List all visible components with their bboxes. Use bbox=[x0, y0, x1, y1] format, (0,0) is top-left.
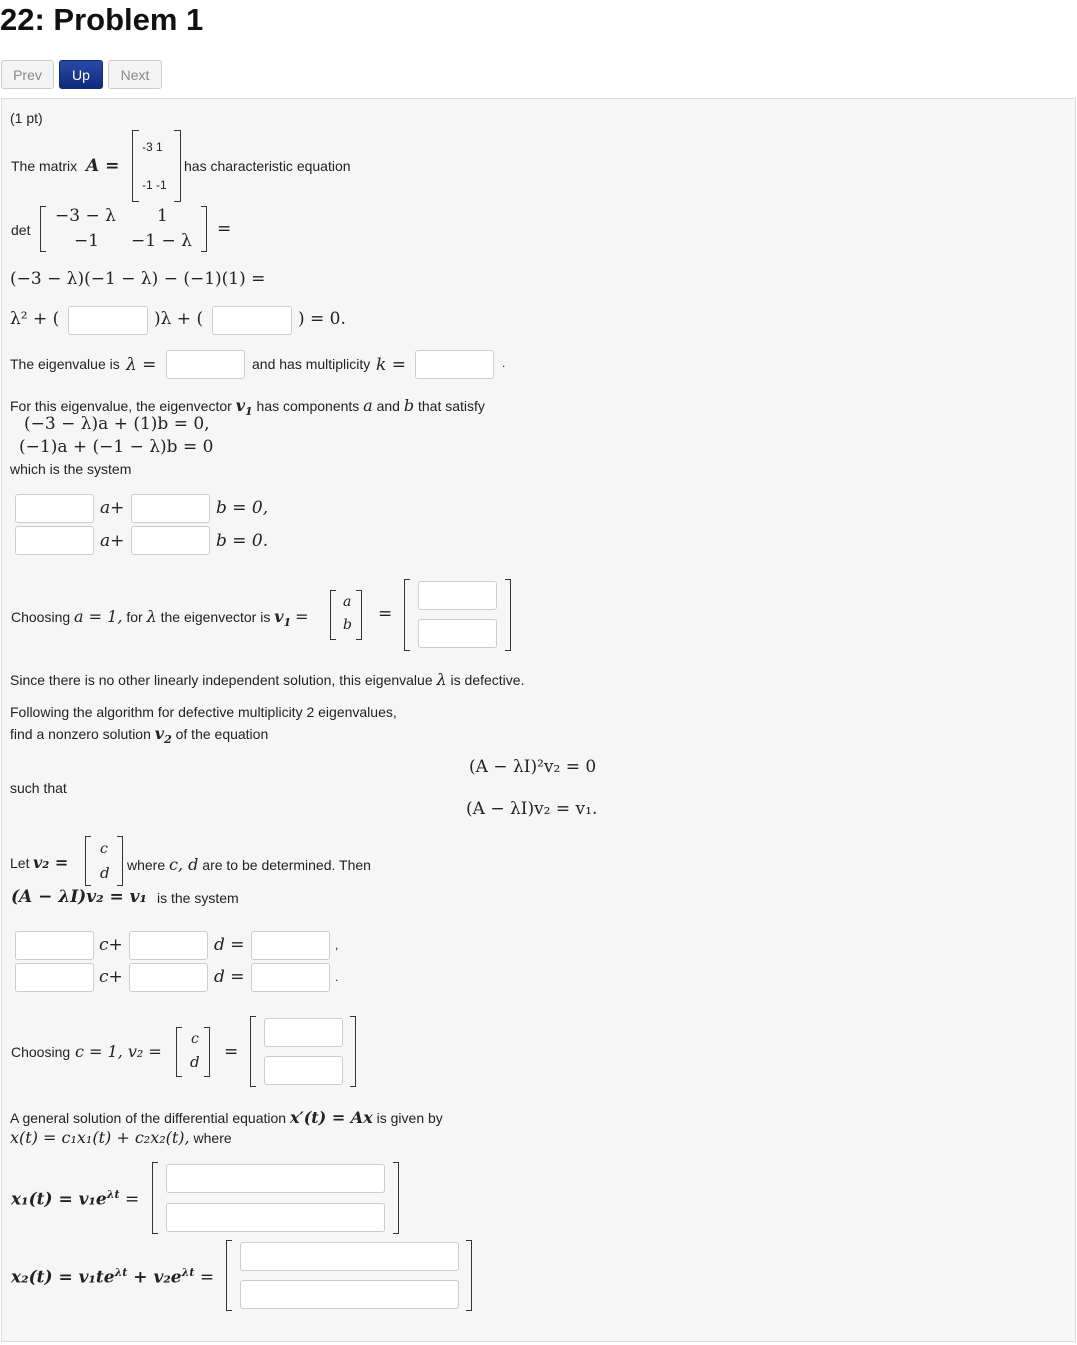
x1-bottom-input[interactable] bbox=[166, 1203, 385, 1232]
x1-lhs: $x_1(t) = v_1e^{\lambda t}$ = bbox=[11, 1188, 140, 1210]
vec-b: b bbox=[343, 617, 352, 633]
poly-mid: )λ + ( bbox=[154, 309, 204, 329]
v1-top-input[interactable] bbox=[418, 581, 497, 610]
defective-line: Since there is no other linearly independent solution, this eigenvalue λ is defective. bbox=[10, 670, 525, 689]
is-system-text: is the system bbox=[157, 890, 239, 906]
v2-cd-right-bracket bbox=[117, 836, 123, 886]
matrix-left-bracket bbox=[132, 130, 139, 202]
sys2-r1-c-input[interactable] bbox=[15, 931, 94, 960]
sys1-r1-beq: b = 0, bbox=[216, 498, 269, 518]
system2-eq: (A − λI)v₂ = v₁ bbox=[11, 887, 147, 907]
vec-d: d bbox=[100, 864, 110, 882]
x1-right-bracket bbox=[393, 1162, 399, 1234]
matrix-intro: The matrix bbox=[11, 158, 78, 174]
poly-start: λ² + ( bbox=[10, 309, 60, 329]
vec-d-2: d bbox=[190, 1053, 200, 1071]
det-equals: = bbox=[217, 219, 232, 239]
page-title: 22: Problem 1 bbox=[0, 2, 204, 37]
v2-cd2-left-bracket bbox=[176, 1027, 182, 1077]
sys1-r1-a-input[interactable] bbox=[15, 494, 94, 523]
sys2-r2-deq: d = bbox=[214, 967, 245, 987]
sys1-r2-a-input[interactable] bbox=[15, 526, 94, 555]
sys1-r1-b-input[interactable] bbox=[131, 494, 210, 523]
det-r2c2: −1 − λ bbox=[131, 231, 192, 251]
matrix-row-2: -1 -1 bbox=[142, 178, 167, 192]
vec-a: a bbox=[343, 594, 352, 610]
system-text: which is the system bbox=[10, 461, 132, 477]
det-r2c1: −1 bbox=[74, 231, 100, 251]
v2-cd2-right-bracket bbox=[204, 1027, 210, 1077]
vec-c: c bbox=[100, 841, 108, 857]
choosing-c-text: Choosing bbox=[11, 1044, 71, 1060]
sys2-comma: , bbox=[335, 938, 339, 952]
v1-left-bracket bbox=[404, 579, 410, 651]
char-eq-text: has characteristic equation bbox=[184, 158, 351, 174]
x2-left-bracket bbox=[226, 1240, 232, 1311]
v2-top-input[interactable] bbox=[264, 1018, 343, 1047]
x1-left-bracket bbox=[152, 1162, 158, 1234]
expansion: (−3 − λ)(−1 − λ) − (−1)(1) = bbox=[10, 269, 266, 289]
eq-chain: (A − λI)v₂ = v₁. bbox=[466, 799, 598, 819]
matrix-a-symbol: A = bbox=[86, 156, 120, 176]
v2-left-bracket bbox=[250, 1016, 256, 1087]
v1-bottom-input[interactable] bbox=[418, 619, 497, 648]
v2-right-bracket bbox=[350, 1016, 356, 1087]
algorithm-line-2: find a nonzero solution $v_2$ of the equation bbox=[10, 724, 269, 747]
sys2-r1-deq: d = bbox=[214, 935, 245, 955]
poly-end: ) = 0. bbox=[298, 309, 346, 329]
general-solution-line: x(t) = c₁x₁(t) + c₂x₂(t), where bbox=[10, 1128, 232, 1147]
x2-right-bracket bbox=[466, 1240, 472, 1311]
c-eq-1: c = 1, v₂ = bbox=[75, 1042, 162, 1061]
det-r1c2: 1 bbox=[157, 206, 168, 226]
lambda-eq: λ = bbox=[126, 355, 157, 375]
det-r1c1: −3 − λ bbox=[55, 206, 116, 226]
sys2-r2-cplus: c+ bbox=[99, 967, 123, 987]
eigenvalue-input[interactable] bbox=[166, 350, 245, 379]
sys2-r2-d-input[interactable] bbox=[129, 963, 208, 992]
eq-square: (A − λI)²v₂ = 0 bbox=[469, 757, 597, 777]
v1-equals: = bbox=[378, 604, 393, 624]
sys2-r2-rhs-input[interactable] bbox=[251, 963, 330, 992]
k-eq: k = bbox=[376, 355, 406, 375]
sys2-r1-d-input[interactable] bbox=[129, 931, 208, 960]
eigenvalue-text: The eigenvalue is bbox=[10, 356, 120, 372]
points-label: (1 pt) bbox=[10, 110, 43, 126]
v1-right-bracket bbox=[505, 579, 511, 651]
poly-constant-input[interactable] bbox=[212, 306, 292, 335]
x2-top-input[interactable] bbox=[240, 1242, 459, 1271]
sys2-r1-cplus: c+ bbox=[99, 935, 123, 955]
sys2-period: . bbox=[335, 970, 339, 984]
eq2: (−1)a + (−1 − λ)b = 0 bbox=[19, 437, 214, 457]
up-button[interactable]: Up bbox=[59, 60, 103, 89]
v2-equals: = bbox=[224, 1042, 239, 1062]
det-left-bracket bbox=[40, 206, 46, 252]
next-button[interactable]: Next bbox=[108, 60, 162, 89]
where-line: where c, d are to be determined. Then bbox=[127, 855, 371, 874]
x1-top-input[interactable] bbox=[166, 1164, 385, 1193]
v1-ab-left-bracket bbox=[330, 590, 336, 640]
sys1-r2-beq: b = 0. bbox=[216, 531, 269, 551]
sys2-r2-c-input[interactable] bbox=[15, 963, 94, 992]
poly-coef-lambda-input[interactable] bbox=[68, 306, 148, 335]
det-label: det bbox=[11, 222, 31, 238]
eq1: (−3 − λ)a + (1)b = 0, bbox=[24, 414, 210, 434]
v2-cd-left-bracket bbox=[85, 836, 91, 886]
let-text: Let bbox=[10, 855, 30, 871]
sys1-r2-b-input[interactable] bbox=[131, 526, 210, 555]
x2-bottom-input[interactable] bbox=[240, 1280, 459, 1309]
v2-eq: v₂ = bbox=[33, 853, 69, 872]
matrix-right-bracket bbox=[174, 130, 181, 202]
x2-lhs: $x_2(t) = v_1te^{\lambda t} + v_2e^{\lambda t}$ = bbox=[11, 1266, 215, 1288]
multiplicity-text: and has multiplicity bbox=[252, 356, 371, 372]
sys1-r1-aplus: a+ bbox=[100, 498, 125, 518]
eigvec-intro-line: For this eigenvalue, the eigenvector $v_1$ has components a and b that satisfy bbox=[10, 396, 485, 419]
such-that: such that bbox=[10, 780, 67, 796]
vec-c-2: c bbox=[191, 1031, 199, 1047]
det-right-bracket bbox=[201, 206, 207, 252]
general-line: A general solution of the differential equation x′(t) = Ax is given by bbox=[10, 1108, 443, 1127]
prev-button[interactable]: Prev bbox=[1, 60, 54, 89]
sys1-r2-aplus: a+ bbox=[100, 531, 125, 551]
v2-bottom-input[interactable] bbox=[264, 1056, 343, 1085]
multiplicity-input[interactable] bbox=[415, 350, 494, 379]
period: . bbox=[502, 356, 506, 370]
matrix-row-1: -3 1 bbox=[142, 140, 163, 154]
v1-ab-right-bracket bbox=[356, 590, 362, 640]
sys2-r1-rhs-input[interactable] bbox=[251, 931, 330, 960]
algorithm-line-1: Following the algorithm for defective multiplicity 2 eigenvalues, bbox=[10, 704, 397, 720]
choosing-a-line: Choosing a = 1, for λ the eigenvector is $v_1$ = bbox=[11, 607, 309, 630]
